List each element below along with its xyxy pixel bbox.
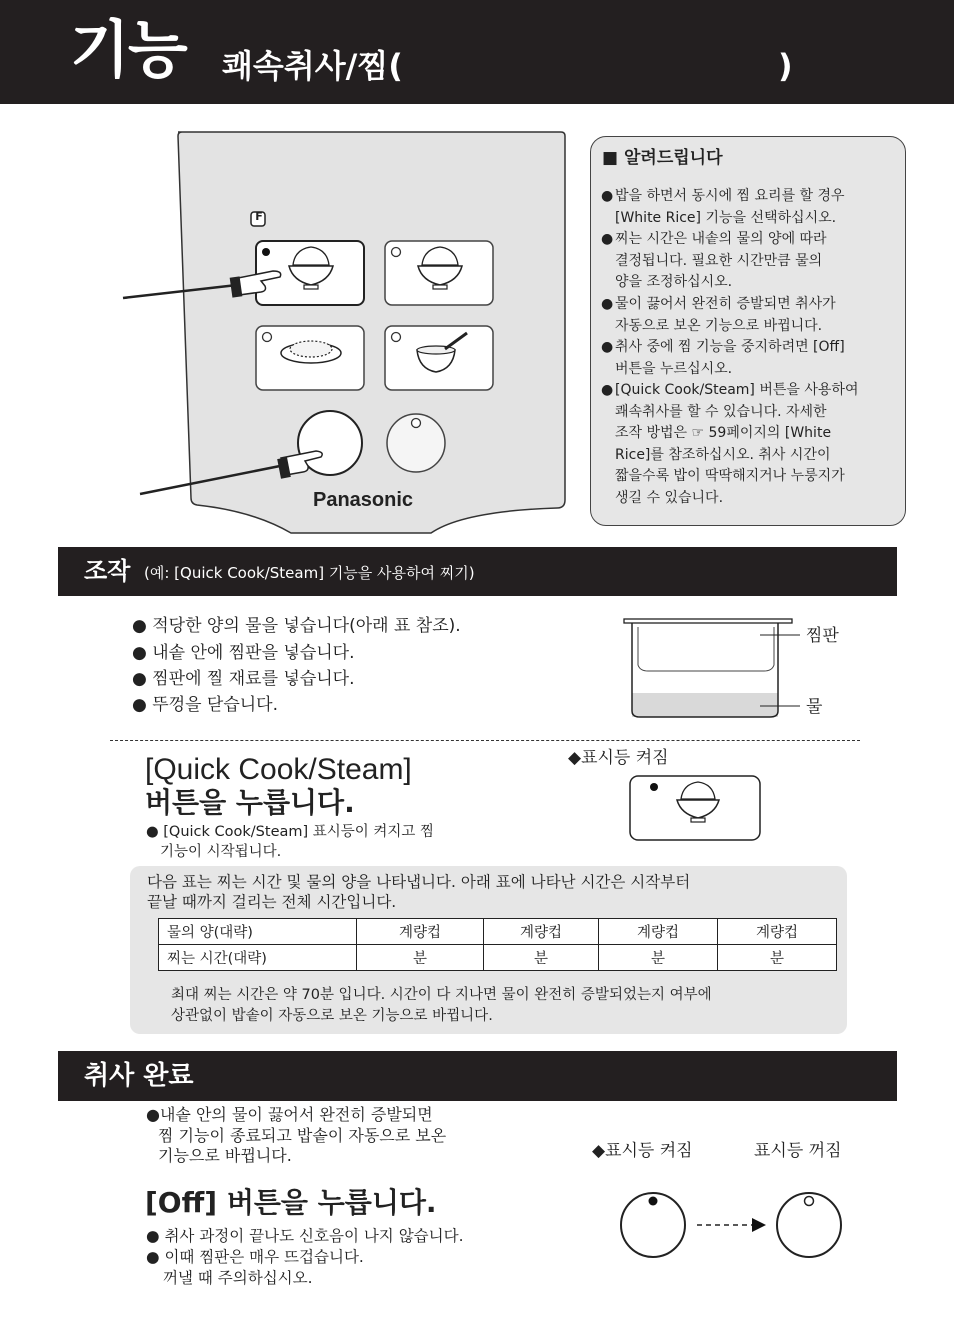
notice-line: 자동으로 보온 기능으로 바뀝니다. [615,317,823,334]
off-step-note-3: 꺼낼 때 주의하십시오. [163,1269,313,1287]
indicator-lit-illustration [628,774,764,844]
notice-line: 양을 조정하십시오. [615,274,733,290]
operation-title: 조작 [84,557,131,585]
notice-item: ● [Quick Cook/Steam] 버튼을 사용하여 쾌속취사를 할 수 있습니다. 자세한 조작 방법은 ☞ 59페이지의 [White Rice]를 참조하십시오. 취사 시간이 짧을수록 밥이 딱딱해지거나 누룽지가 생길 수 있습니다. [601,380,897,509]
notice-line: [White Rice] 기능을 선택하십시오. [615,209,837,226]
complete-text: ●내솥 안의 물이 끓어서 완전히 증발되면 [146,1105,433,1124]
table-cell: 분 [599,945,718,971]
info-text-2: 끝날 때까지 걸리는 전체 시간입니다. [147,893,397,911]
off-step-note: ● 이때 찜판은 매우 뜨겁습니다. [146,1248,364,1266]
off-round-button-illustration [387,414,445,472]
info-text: 다음 표는 찌는 시간 및 물의 양을 나타냅니다. 아래 표에 나타난 시간은 시작부터 [147,873,691,891]
page-title: 기능 [70,13,186,86]
notice-item: ● 찌는 시간은 내솥의 물의 양에 따라 결정됩니다. 필요한 시간만큼 물의 양을 조정하십시오. [601,229,897,294]
quick-cook-note-text: [Quick Cook/Steam] 표시등이 켜지고 찜 [163,824,435,840]
indicator-off-label: 표시등 꺼짐 [754,1141,842,1161]
indicator-on-label: ◆표시등 켜짐 [568,748,669,768]
table-cell: 계량컵 [718,919,837,945]
off-step-note: ● 취사 과정이 끝나도 신호음이 나지 않습니다. [146,1227,464,1245]
info-footnote: 최대 찌는 시간은 약 70분 입니다. 시간이 다 지나면 물이 완전히 증발되었는지 여부에 [171,987,712,1003]
inner-pot-illustration [620,615,810,725]
indicator-transition-illustration [615,1188,850,1260]
mixed-rice-button-illustration [256,326,364,390]
table-cell: 물의 양(대략) [159,919,357,945]
table-cell: 찌는 시간(대략) [159,945,357,971]
notice-line: 조작 방법은 ☞ 59페이지의 [White [615,425,832,441]
complete-section-bar [58,1051,897,1101]
operation-bullet-text: 뚜껑을 닫습니다. [152,695,279,715]
table-cell: 분 [357,945,484,971]
complete-text-2: 찜 기능이 종료되고 밥솥이 자동으로 보온 [158,1126,447,1145]
notice-item: ● 취사 중에 찜 기능을 중지하려면 [Off] 버튼을 누르십시오. [601,337,897,380]
table-cell: 분 [484,945,599,971]
info-footnote-2: 상관없이 밥솥이 자동으로 보온 기능으로 바뀝니다. [171,1008,493,1024]
quick-cook-note: ● [Quick Cook/Steam] 표시등이 켜지고 찜 [146,824,435,840]
operation-bullet-text: 내솥 안에 찜판을 넣습니다. [152,643,355,663]
page-subtitle: 쾌속취사/찜( [222,47,403,85]
quick-cook-step-title: [Quick Cook/Steam] [145,753,412,786]
notice-line: 짧을수록 밥이 딱딱해지거나 누룽지가 [615,468,845,484]
operation-bullet: ● 찜판에 찔 재료를 넣습니다. [132,669,355,689]
table-cell: 계량컵 [599,919,718,945]
operation-bullet: ● 내솥 안에 찜판을 넣습니다. [132,643,355,663]
quick-cook-note-2: 기능이 시작됩니다. [160,844,282,860]
indicator-on-label-2: ◆표시등 켜짐 [592,1141,693,1161]
notice-item: ● 물이 끓어서 완전히 증발되면 취사가 자동으로 보온 기능으로 바뀝니다. [601,294,897,337]
notice-line: 버튼을 누르십시오. [615,360,733,377]
notice-line: 취사 중에 찜 기능을 중지하려면 [Off] [615,339,845,355]
brand-logo: Panasonic [313,489,414,511]
notice-line: 밥을 하면서 동시에 찜 요리를 할 경우 [615,188,845,204]
notice-item: ● 밥을 하면서 동시에 찜 요리를 할 경우 [White Rice] 기능을 선택하십시오. [601,186,897,229]
notice-line: 생길 수 있습니다. [615,489,724,506]
page-subtitle-close: ) [778,47,793,85]
notice-title-text: 알려드립니다 [623,148,723,168]
off-step-note-text: 취사 과정이 끝나도 신호음이 나지 않습니다. [164,1227,464,1245]
notice-line: [Quick Cook/Steam] 버튼을 사용하여 [615,382,859,398]
notice-line: 쾌속취사를 할 수 있습니다. 자세한 [615,403,827,420]
table-cell: 분 [718,945,837,971]
white-rice-button-illustration [385,241,493,305]
table-cell: 계량컵 [484,919,599,945]
operation-subtitle: (예: [Quick Cook/Steam] 기능을 사용하여 찌기) [144,564,475,582]
complete-title: 취사 완료 [84,1061,194,1091]
operation-bullet: ● 뚜껑을 닫습니다. [132,695,279,715]
table-row [159,919,837,945]
off-step-title: [Off] 버튼을 누릅니다. [145,1186,437,1219]
complete-text-3: 기능으로 바뀝니다. [158,1146,292,1165]
notice-line: Rice]를 참조하십시오. 취사 시간이 [615,446,831,463]
operation-bullet-text: 적당한 양의 물을 넣습니다(아래 표 참조). [152,616,461,636]
dashed-divider [110,740,860,741]
f-mark-label: F [255,210,263,223]
water-time-table [158,918,837,971]
table-cell: 계량컵 [357,919,484,945]
control-panel-illustration [115,125,575,535]
quick-cook-step-title-2: 버튼을 누릅니다. [145,786,355,819]
porridge-button-illustration [385,326,493,390]
off-step-note-text: 이때 찜판은 매우 뜨겁습니다. [164,1248,364,1266]
water-label: 물 [806,697,823,717]
notice-line: 물이 끓어서 완전히 증발되면 취사가 [615,296,836,312]
operation-bullet-text: 찜판에 찔 재료를 넣습니다. [152,669,355,689]
notice-title: ■ 알려드립니다 [602,148,723,168]
notice-line: 결정됩니다. 필요한 시간만큼 물의 [615,252,823,269]
table-row [159,945,837,971]
operation-section-bar [58,547,897,596]
steam-plate-label: 찜판 [806,626,839,646]
notice-line: 찌는 시간은 내솥의 물의 양에 따라 [615,231,827,247]
operation-bullet: ● 적당한 양의 물을 넣습니다(아래 표 참조). [132,616,461,636]
